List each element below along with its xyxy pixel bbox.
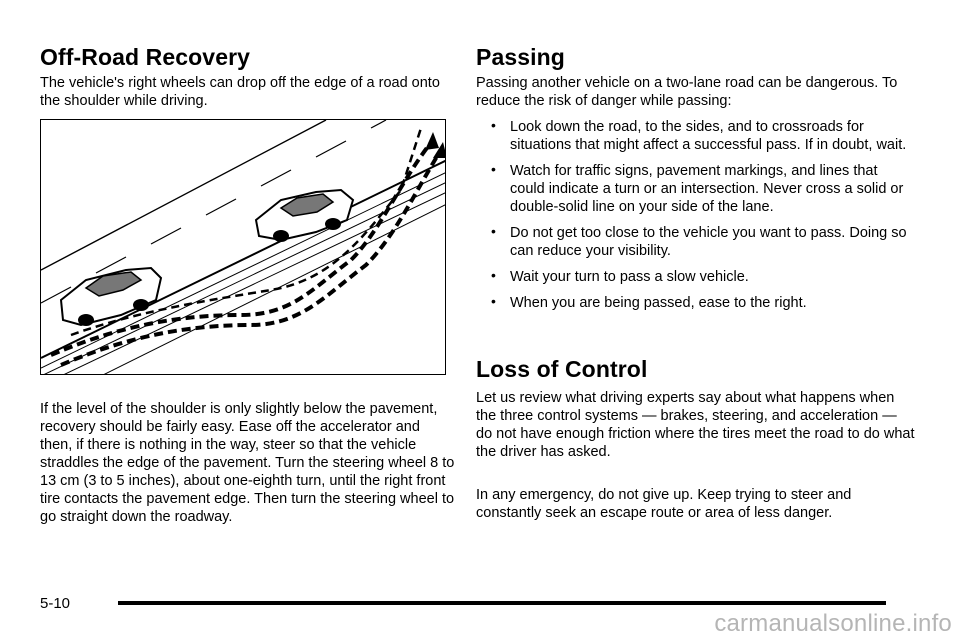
bullet-icon: •	[491, 117, 496, 133]
section-title-off-road-recovery: Off-Road Recovery	[40, 44, 251, 70]
page-number: 5-10	[40, 595, 71, 612]
list-item: • Wait your turn to pass a slow vehicle.	[491, 267, 749, 285]
off-road-intro: The vehicle's right wheels can drop off the edge of a road onto the shoulder while driving.	[40, 75, 440, 109]
list-item: • When you are being passed, ease to the right.	[491, 293, 807, 311]
passing-intro: Passing another vehicle on a two-lane road can be dangerous. To reduce the risk of danger while passing:	[476, 75, 898, 109]
loss-of-control-p1: Let us review what driving experts say about what happens when the three control systems — brakes, steering, and acceleration — do not have enough friction where the tires meet the road to do what the driver has asked.	[476, 390, 915, 460]
passing-bullet-list	[476, 118, 916, 320]
list-item: • Watch for traffic signs, pavement markings, and lines that could indicate a turn or an intersection. Never cross a solid or double-solid line on your side of the lane.	[491, 161, 904, 215]
loss-of-control-p2: In any emergency, do not give up. Keep trying to steer and constantly seek an escape route or area of less danger.	[476, 487, 852, 521]
bullet-icon: •	[491, 293, 496, 309]
off-road-body: If the level of the shoulder is only slightly below the pavement, recovery should be fairly easy. Ease off the accelerator and then, if there is nothing in the way, steer so that the vehicle straddles the edge of the pavement. Turn the steering wheel 8 to 13 cm (3 to 5 inches), about one-eighth turn, until the right front tire contacts the pavement edge. Then turn the steering wheel to go straight down the roadway.	[40, 401, 455, 525]
off-road-recovery-illustration	[40, 119, 446, 375]
bullet-icon: •	[491, 223, 496, 239]
road-illustration-svg	[41, 120, 446, 375]
list-item: • Look down the road, to the sides, and to crossroads for situations that might affect a successful pass. If in doubt, wait.	[491, 117, 907, 153]
bullet-icon: •	[491, 267, 496, 283]
site-watermark: carmanualsonline.info	[714, 610, 952, 637]
section-title-loss-of-control: Loss of Control	[476, 356, 648, 382]
footer-divider	[118, 601, 886, 605]
section-title-passing: Passing	[476, 44, 565, 70]
list-item: • Do not get too close to the vehicle you want to pass. Doing so can reduce your visibility.	[491, 223, 907, 259]
bullet-icon: •	[491, 161, 496, 177]
